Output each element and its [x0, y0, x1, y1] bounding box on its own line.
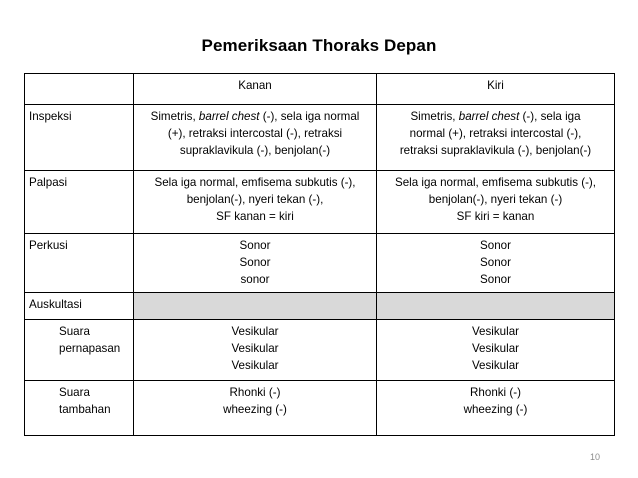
suara-tambahan-kanan-line2: wheezing (-): [223, 403, 287, 416]
suara-tambahan-kiri-line2: wheezing (-): [463, 403, 528, 416]
row-label-palpasi: Palpasi: [25, 171, 134, 234]
suara-tambahan-kanan-cell: [134, 381, 377, 436]
inspeksi-kanan-line1c: (-), sela iga normal: [259, 110, 360, 123]
thorax-exam-table: [24, 73, 615, 436]
palpasi-kiri-line1: Sela iga normal, emfisema subkutis (-),: [394, 176, 597, 189]
suara-tambahan-kanan-line1: Rhonki (-): [229, 386, 281, 399]
perkusi-kiri-cell: [377, 234, 615, 293]
suara-pernapasan-label-line1: Suara: [59, 325, 90, 338]
suara-pernapasan-kanan-cell: [134, 320, 377, 381]
inspeksi-kiri-barrel-chest: barrel chest: [458, 110, 520, 123]
inspeksi-kanan-line1: [138, 108, 372, 125]
inspeksi-kanan-line1a: Simetris,: [150, 110, 199, 123]
suara-pernapasan-kanan-line1: Vesikular: [231, 325, 279, 338]
perkusi-kiri-line1: Sonor: [480, 239, 511, 252]
inspeksi-kanan-line2: (+), retraksi intercostal (-), retraksi: [167, 127, 343, 140]
header-kiri: Kiri: [377, 74, 615, 105]
palpasi-kiri-line2: benjolan(-), nyeri tekan (-): [428, 193, 563, 206]
inspeksi-kanan-barrel-chest: barrel chest: [198, 110, 260, 123]
perkusi-kanan-cell: [134, 234, 377, 293]
table-row-inspeksi: [25, 105, 615, 171]
suara-pernapasan-label-line2: pernapasan: [59, 342, 121, 355]
table-row-suara-tambahan: [25, 381, 615, 436]
suara-pernapasan-kiri-cell: [377, 320, 615, 381]
palpasi-kanan-line1: Sela iga normal, emfisema subkutis (-),: [154, 176, 356, 189]
inspeksi-kiri-line1a: Simetris,: [410, 110, 459, 123]
inspeksi-kiri-line3: retraksi supraklavikula (-), benjolan(-): [399, 144, 592, 157]
palpasi-kiri-cell: [377, 171, 615, 234]
suara-tambahan-kiri-cell: [377, 381, 615, 436]
suara-tambahan-kiri-line1: Rhonki (-): [470, 386, 521, 399]
inspeksi-kanan-line3: supraklavikula (-), benjolan(-): [179, 144, 331, 157]
slide-title: Pemeriksaan Thoraks Depan: [201, 36, 437, 55]
row-label-perkusi: Perkusi: [25, 234, 134, 293]
inspeksi-kanan-cell: [134, 105, 377, 171]
row-label-auskultasi: Auskultasi: [25, 293, 134, 320]
suara-pernapasan-kanan-line3: Vesikular: [231, 359, 279, 372]
suara-pernapasan-kanan-line2: Vesikular: [231, 342, 279, 355]
table-row-suara-pernapasan: [25, 320, 615, 381]
table-row-auskultasi: [25, 293, 615, 320]
table-row-palpasi: [25, 171, 615, 234]
suara-tambahan-label-line2: tambahan: [59, 403, 111, 416]
page-number: 10: [589, 452, 600, 462]
header-label-cell: [25, 74, 134, 105]
palpasi-kanan-line3: SF kanan = kiri: [216, 210, 294, 223]
perkusi-kanan-line2: Sonor: [239, 256, 271, 269]
suara-pernapasan-kiri-line1: Vesikular: [471, 325, 520, 338]
perkusi-kanan-line3: sonor: [240, 273, 270, 286]
inspeksi-kiri-cell: [377, 105, 615, 171]
inspeksi-kiri-line1: [381, 108, 610, 125]
inspeksi-kiri-line1c: (-), sela iga: [519, 110, 581, 123]
palpasi-kanan-cell: [134, 171, 377, 234]
inspeksi-kiri-line2: normal (+), retraksi intercostal (-),: [409, 127, 582, 140]
palpasi-kanan-line2: benjolan(-), nyeri tekan (-),: [186, 193, 324, 206]
suara-pernapasan-kiri-line3: Vesikular: [471, 359, 520, 372]
table-header-row: [25, 74, 615, 105]
table-row-perkusi: [25, 234, 615, 293]
auskultasi-kanan-shaded-cell: [134, 293, 377, 320]
suara-tambahan-label-line1: Suara: [59, 386, 90, 399]
suara-pernapasan-kiri-line2: Vesikular: [471, 342, 520, 355]
header-kanan: Kanan: [134, 74, 377, 105]
auskultasi-kiri-shaded-cell: [377, 293, 615, 320]
perkusi-kanan-line1: Sonor: [239, 239, 271, 252]
row-label-inspeksi: Inspeksi: [25, 105, 134, 171]
row-label-suara-tambahan: [25, 381, 134, 436]
perkusi-kiri-line3: Sonor: [480, 273, 511, 286]
palpasi-kiri-line3: SF kiri = kanan: [456, 210, 535, 223]
perkusi-kiri-line2: Sonor: [480, 256, 511, 269]
row-label-suara-pernapasan: [25, 320, 134, 381]
